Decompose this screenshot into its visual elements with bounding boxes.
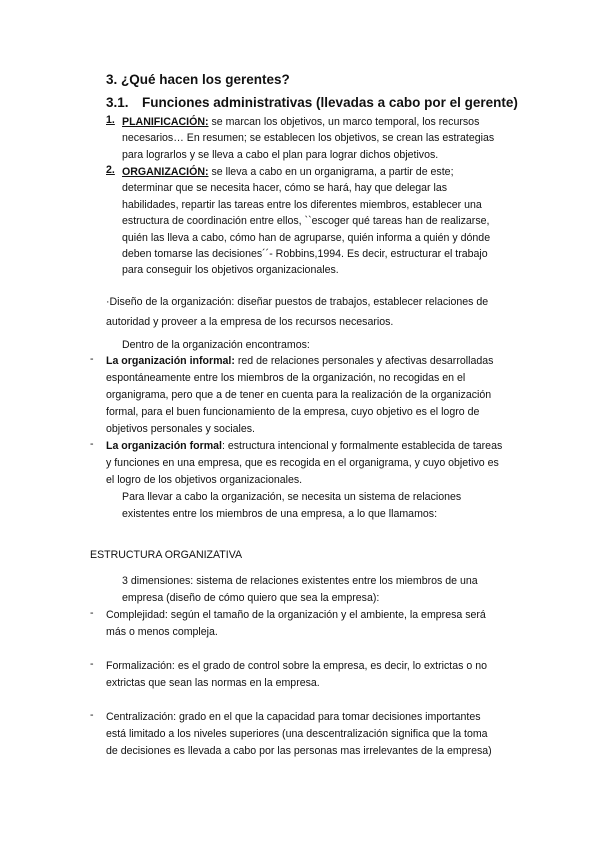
- bullet-dash: -: [90, 658, 94, 670]
- item-term: ORGANIZACIÓN:: [122, 166, 209, 178]
- text-line: organigrama, pero que a de tener en cuenta para la realización de la organización: [106, 389, 492, 401]
- text-line: espontáneamente entre los miembros de la organización, no recogidas en el: [106, 372, 466, 384]
- item-number: 1.: [106, 114, 115, 126]
- text-line: determinar que se necesita hacer, cómo se hará, hay que delegar las: [122, 182, 448, 195]
- bullet-organizacion-informal: [106, 353, 493, 438]
- text-line: más o menos compleja.: [106, 626, 218, 638]
- text-line: : estructura intencional y formalmente establecida de tareas: [221, 440, 503, 452]
- text-line: para conseguir los objetivos organizacionales.: [122, 264, 339, 277]
- text-line: y funciones en una empresa, que es recogida en el organigrama, y cuyo objetivo es: [106, 457, 499, 469]
- paragraph-dimensiones: [122, 573, 478, 607]
- text-line: ·Diseño de la organización: diseñar puestos de trabajos, establecer relaciones de: [106, 296, 489, 308]
- section-heading-3: 3. ¿Qué hacen los gerentes?: [106, 72, 290, 87]
- text-line: objetivos personales y sociales.: [106, 423, 255, 435]
- bullet-dash: -: [90, 709, 94, 721]
- item-number: 2.: [106, 164, 115, 176]
- text-line: Centralización: grado en el que la capacidad para tomar decisiones importantes: [106, 711, 481, 723]
- text-line: el logro de los objetivos organizacionales.: [106, 474, 303, 486]
- text-line: red de relaciones personales y afectivas desarrolladas: [237, 355, 494, 367]
- bullet-formalizacion: [106, 658, 487, 692]
- item-term: PLANIFICACIÓN:: [122, 116, 209, 128]
- section-title-estructura: ESTRUCTURA ORGANIZATIVA: [90, 549, 243, 561]
- text-line: 3 dimensiones: sistema de relaciones existentes entre los miembros de una: [122, 575, 478, 587]
- heading-number: 3.1.: [106, 95, 129, 110]
- text-line: quién las lleva a cabo, cómo han de agruparse, quién informa a quién y dónde: [122, 231, 491, 244]
- bullet-term: La organización informal:: [106, 355, 235, 367]
- text-line: formal, para el buen funcionamiento de la empresa, cuyo objetivo es el logro de: [106, 406, 480, 418]
- text-line: Complejidad: según el tamaño de la organización y el ambiente, la empresa será: [106, 609, 486, 621]
- bullet-dash: -: [90, 353, 94, 365]
- heading-title: Funciones administrativas (llevadas a cabo por el gerente): [142, 95, 518, 110]
- text-line: extrictas que sean las normas en la empresa.: [106, 677, 320, 689]
- section-heading-3-1: [106, 95, 518, 110]
- bullet-term: La organización formal: [106, 440, 222, 452]
- list-item-planificacion: [106, 114, 516, 163]
- text-line: habilidades, repartir las tareas entre los diferentes miembros, establecer una: [122, 198, 482, 211]
- bullet-dash: -: [90, 438, 94, 450]
- text-line: está limitado a los niveles superiores (una descentralización significa que la toma: [106, 728, 488, 740]
- text-line: deben tomarse las decisiones´´- Robbins,1994. Es decir, estructurar el trabajo: [122, 248, 488, 261]
- paragraph-dentro: Dentro de la organización encontramos:: [122, 339, 310, 351]
- text-line: Para llevar a cabo la organización, se necesita un sistema de relaciones: [122, 491, 462, 503]
- text-line: de decisiones es llevada a cabo por las personas mas irrelevantes de la empresa): [106, 745, 492, 757]
- text-line: empresa (diseño de cómo quiero que sea la empresa):: [122, 592, 380, 604]
- text-line: existentes entre los miembros de una empresa, a lo que llamamos:: [122, 508, 438, 520]
- text-line: autoridad y proveer a la empresa de los recursos necesarios.: [106, 316, 394, 328]
- text-line: se marcan los objetivos, un marco temporal, los recursos: [211, 116, 480, 128]
- text-line: necesarios… En resumen; se establecen los objetivos, se crean las estrategias: [122, 132, 495, 145]
- bullet-dash: -: [90, 607, 94, 619]
- text-line: se lleva a cabo en un organigrama, a partir de este;: [211, 166, 454, 178]
- text-line: Formalización: es el grado de control sobre la empresa, es decir, lo extrictas o no: [106, 660, 487, 672]
- paragraph-diseno: [106, 292, 488, 332]
- bullet-complejidad: [106, 607, 486, 641]
- list-item-organizacion: [106, 164, 516, 279]
- text-line: para lograrlos y se lleva a cabo el plan para lograr dichos objetivos.: [122, 148, 439, 161]
- paragraph-para-llevar: [122, 489, 461, 523]
- bullet-organizacion-formal: [106, 438, 502, 489]
- bullet-centralizacion: [106, 709, 492, 760]
- text-line: estructura de coordinación entre ellos, ``escoger qué tareas han de realizarse,: [122, 215, 490, 228]
